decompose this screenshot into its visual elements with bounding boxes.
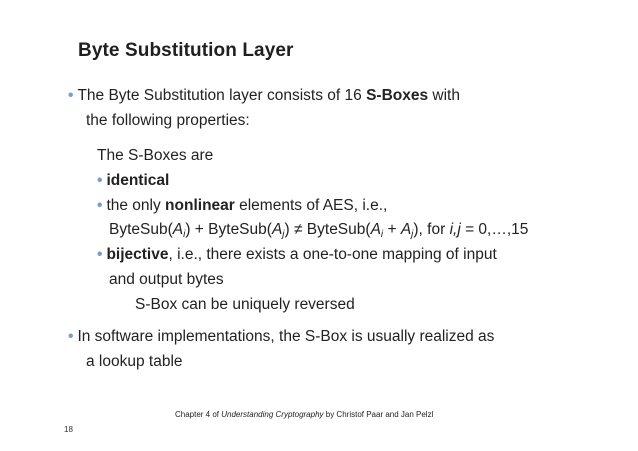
bullet-byte-substitution-cont: the following properties:: [86, 112, 250, 129]
bullet-software-cont: a lookup table: [86, 353, 183, 370]
slide-title: Byte Substitution Layer: [78, 40, 294, 61]
bullet-icon: •: [97, 246, 103, 263]
sbox-reversed: S-Box can be uniquely reversed: [135, 296, 355, 313]
bullet-icon: •: [97, 197, 103, 214]
sbox-intro: The S-Boxes are: [97, 147, 214, 164]
bijective-cont: and output bytes: [109, 271, 224, 288]
nonlinear-equation: $ByteSub(A_i)$ + $ByteSub(A_j)$ ≠ $ByteSub(A_i + A_j)$, for i,j = 0,…,15: [109, 221, 529, 240]
sub-bullet-identical: • identical: [97, 172, 170, 189]
footer-citation: Chapter 4 of Understanding Cryptography by Christof Paar and Jan Pelzl: [175, 410, 434, 419]
sboxes-bold: S-Boxes: [366, 87, 429, 104]
bullet-icon: •: [68, 328, 74, 345]
bullet-icon: •: [68, 87, 74, 104]
sub-bullet-bijective: • bijective, i.e., there exists a one-to-one mapping of input: [97, 246, 497, 263]
page-number: 18: [64, 425, 73, 434]
sub-bullet-nonlinear: • the only nonlinear elements of AES, i.e.,: [97, 197, 388, 214]
bullet-software-implementation: • In software implementations, the S-Box is usually realized as: [68, 328, 495, 345]
bullet-byte-substitution: • The Byte Substitution layer consists of 16 S-Boxes with: [68, 87, 460, 104]
bullet-icon: •: [97, 172, 103, 189]
